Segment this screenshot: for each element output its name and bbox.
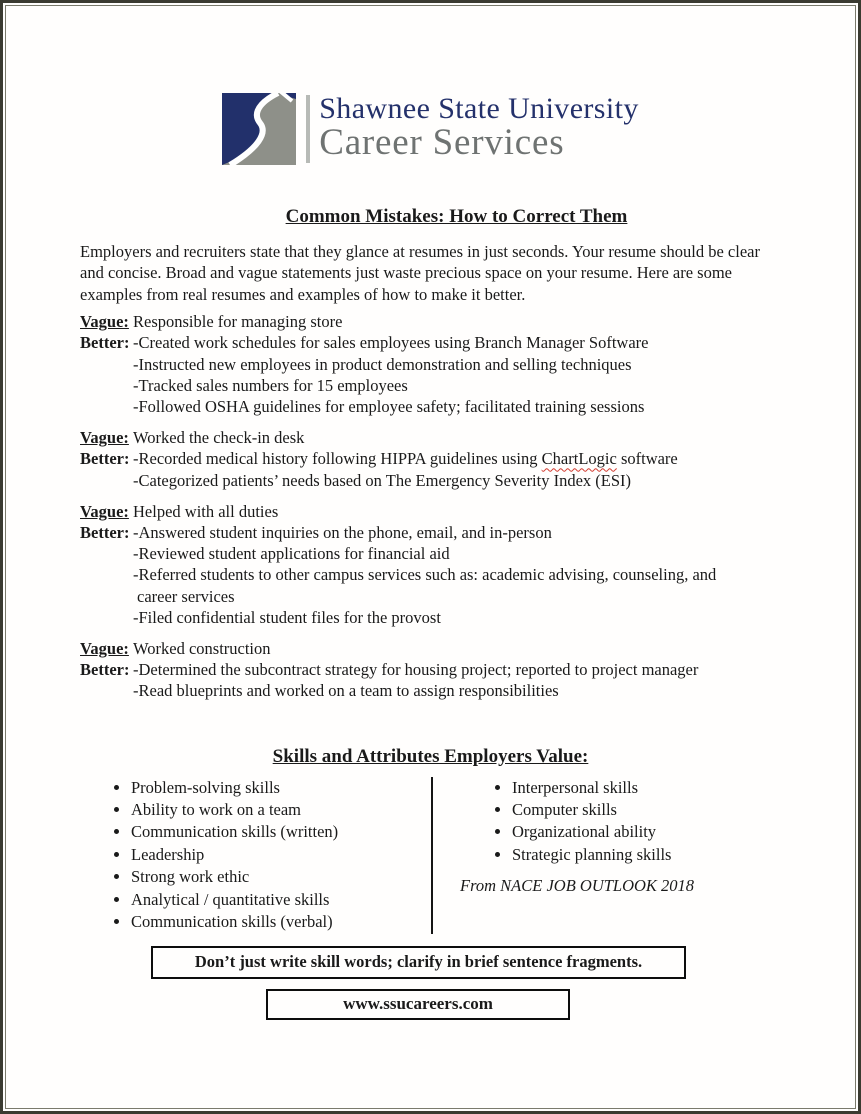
- better-line: [80, 564, 818, 585]
- better-line: [80, 332, 818, 353]
- better-line: [80, 680, 818, 701]
- better-text: -Recorded medical history following HIPPA guidelines using ChartLogic software: [133, 449, 678, 469]
- better-text: career services: [137, 586, 235, 606]
- skills-source-citation: From NACE JOB OUTLOOK 2018: [460, 876, 695, 896]
- better-text: -Answered student inquiries on the phone, email, and in-person: [133, 523, 552, 543]
- better-line: [80, 522, 818, 543]
- vague-text: Worked construction: [133, 639, 271, 659]
- better-text: -Categorized patients’ needs based on The Emergency Severity Index (ESI): [133, 470, 632, 490]
- better-text: -Instructed new employees in product demonstration and selling techniques: [133, 354, 632, 374]
- vague-line: [80, 501, 818, 522]
- skill-item: • Organizational ability: [512, 821, 782, 843]
- website-box: www.ssucareers.com: [266, 989, 570, 1020]
- skills-heading: Skills and Attributes Employers Value:: [272, 745, 589, 767]
- better-text: -Tracked sales numbers for 15 employees: [133, 375, 408, 395]
- better-line: [80, 659, 818, 680]
- logo-text: [319, 93, 639, 162]
- vague-label: Vague:: [80, 501, 129, 521]
- skill-item: • Ability to work on a team: [131, 799, 431, 821]
- skill-item: • Communication skills (verbal): [131, 911, 431, 933]
- ssu-s-logo-icon: [222, 93, 296, 165]
- better-line: [80, 375, 818, 396]
- better-line-wrap: [80, 586, 818, 607]
- better-text: -Filed confidential student files for the provost: [133, 607, 441, 627]
- better-line: [80, 448, 818, 469]
- logo-department-name: Career Services: [319, 122, 565, 163]
- example-block-2: [80, 427, 818, 491]
- intro-paragraph: [80, 241, 798, 305]
- better-line: [80, 470, 818, 491]
- vague-label: Vague:: [80, 312, 129, 332]
- intro-line: Employers and recruiters state that they glance at resumes in just seconds. Your resume should be clear: [80, 242, 760, 261]
- skill-item: • Leadership: [131, 844, 431, 866]
- vague-line: [80, 311, 818, 332]
- logo-university-name: Shawnee State University: [319, 92, 639, 125]
- better-label: Better:: [80, 333, 130, 353]
- skills-columns: [80, 777, 782, 934]
- better-text: -Reviewed student applications for financial aid: [133, 544, 450, 564]
- vague-label: Vague:: [80, 428, 129, 448]
- skill-item: • Computer skills: [512, 799, 782, 821]
- better-text: -Referred students to other campus services such as: academic advising, counseling, and: [133, 565, 717, 585]
- skill-item: • Strong work ethic: [131, 866, 431, 888]
- skill-item: • Analytical / quantitative skills: [131, 889, 431, 911]
- example-block-4: [80, 638, 818, 702]
- vague-text: Worked the check-in desk: [133, 428, 305, 448]
- skill-item: • Strategic planning skills: [512, 844, 782, 866]
- page-title: Common Mistakes: How to Correct Them: [285, 206, 628, 227]
- better-text: -Read blueprints and worked on a team to assign responsibilities: [133, 681, 559, 701]
- vague-label: Vague:: [80, 639, 129, 659]
- vague-text: Helped with all duties: [133, 501, 279, 521]
- better-line: [80, 396, 818, 417]
- skill-item: • Interpersonal skills: [512, 777, 782, 799]
- vague-line: [80, 427, 818, 448]
- skill-item: • Communication skills (written): [131, 821, 431, 843]
- vague-line: [80, 638, 818, 659]
- skill-item: • Problem-solving skills: [131, 777, 431, 799]
- better-label: Better:: [80, 660, 130, 680]
- example-block-3: [80, 501, 818, 628]
- better-line: [80, 607, 818, 628]
- logo-divider: [306, 95, 310, 163]
- example-block-1: [80, 311, 818, 417]
- skills-right-column: [433, 777, 782, 934]
- vague-text: Responsible for managing store: [133, 312, 343, 332]
- better-label: Better:: [80, 523, 130, 543]
- better-label: Better:: [80, 449, 130, 469]
- better-line: [80, 543, 818, 564]
- better-text: -Followed OSHA guidelines for employee safety; facilitated training sessions: [133, 397, 645, 417]
- spellcheck-wavy-underline: ChartLogic: [541, 449, 617, 469]
- note-callout-box: Don’t just write skill words; clarify in brief sentence fragments.: [151, 946, 686, 979]
- intro-line: examples from real resumes and examples of how to make it better.: [80, 284, 526, 304]
- better-text: -Determined the subcontract strategy for housing project; reported to project manager: [133, 660, 699, 680]
- logo: [3, 93, 858, 165]
- better-line: [80, 354, 818, 375]
- skills-left-column: [80, 777, 433, 934]
- better-text: -Created work schedules for sales employees using Branch Manager Software: [133, 333, 649, 353]
- intro-line: and concise. Broad and vague statements just waste precious space on your resume. Here are some: [80, 263, 732, 283]
